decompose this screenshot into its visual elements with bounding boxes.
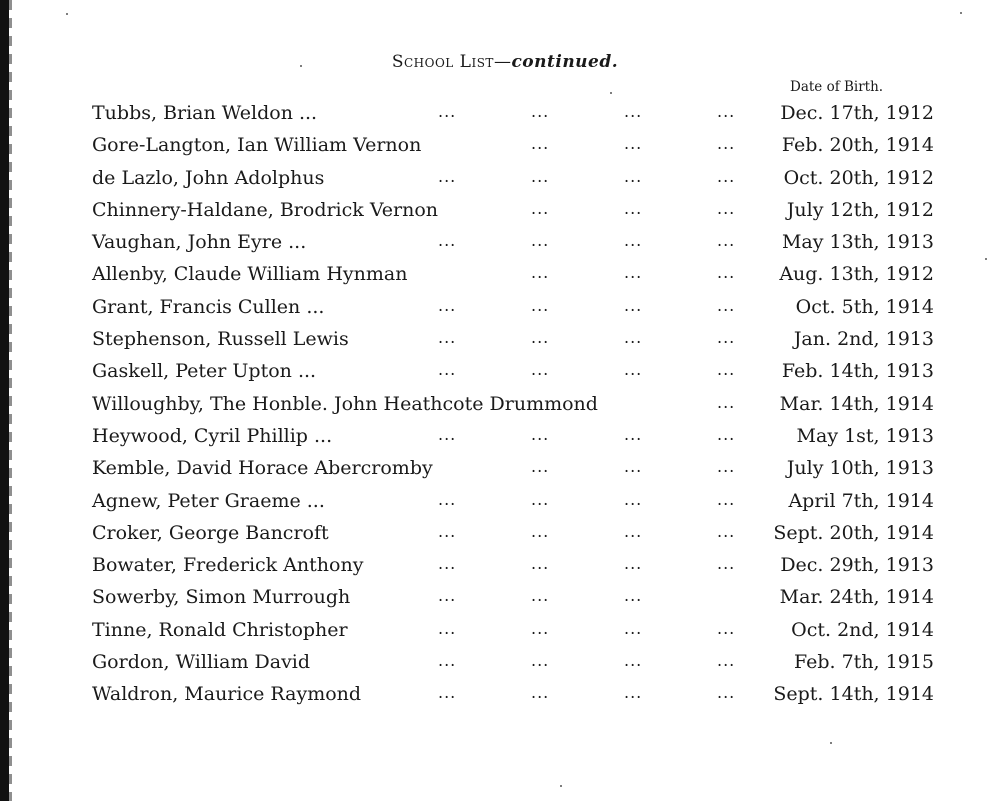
pupil-name: Croker, George Bancroft: [92, 521, 329, 544]
dot-leader: ...: [438, 166, 457, 186]
dot-leader: ...: [717, 554, 736, 574]
dot-leader: ...: [717, 683, 736, 703]
dot-leader: ...: [531, 651, 550, 671]
birth-date: July 12th, 1912: [786, 198, 934, 221]
dot-leader: ...: [531, 102, 550, 121]
birth-date: Mar. 14th, 1914: [779, 392, 934, 415]
dot-leader: ...: [624, 360, 643, 380]
pupil-name: Stephenson, Russell Lewis: [92, 328, 349, 351]
dot-leader: ...: [438, 295, 457, 315]
page-title: [0, 52, 1000, 72]
pupil-name: Tubbs, Brian Weldon ...: [92, 102, 318, 124]
dot-leader: ...: [531, 231, 550, 251]
dot-leader: ...: [624, 231, 643, 251]
dot-leader: ...: [624, 554, 643, 574]
dot-leader: ...: [717, 102, 736, 121]
dot-leader: ...: [438, 102, 457, 121]
dot-leader: ...: [438, 683, 457, 703]
pupil-name: Agnew, Peter Graeme ...: [92, 489, 325, 512]
dot-leader: ...: [624, 134, 643, 154]
pupil-name: Gore-Langton, Ian William Vernon: [92, 134, 422, 157]
dot-leader: ...: [624, 489, 643, 509]
pupil-name: Kemble, David Horace Abercromby: [92, 457, 433, 480]
birth-date: Feb. 20th, 1914: [781, 134, 934, 157]
dot-leader: ...: [717, 166, 736, 186]
dot-leader: ...: [717, 263, 736, 283]
birth-date: Oct. 5th, 1914: [795, 295, 934, 318]
title-continued: continued.: [511, 52, 619, 72]
dot-leader: ...: [531, 489, 550, 509]
dot-leader: ...: [624, 651, 643, 671]
dot-leader: ...: [531, 166, 550, 186]
dot-leader: ...: [624, 328, 643, 348]
birth-date: Sept. 20th, 1914: [773, 521, 934, 544]
list-item: [0, 134, 1000, 166]
dot-leader: ...: [624, 457, 643, 477]
pupil-name: Gaskell, Peter Upton ...: [92, 360, 317, 383]
pupil-name: Grant, Francis Cullen ...: [92, 295, 325, 318]
dot-leader: ...: [531, 134, 550, 154]
list-item: [0, 393, 1000, 425]
dot-leader: ...: [624, 521, 643, 541]
dot-leader: ...: [717, 424, 736, 444]
pupil-name: Willoughby, The Honble. John Heathcote Drummond: [92, 392, 598, 415]
dot-leader: ...: [438, 521, 457, 541]
pupil-name: Bowater, Frederick Anthony: [92, 554, 364, 577]
birth-date: May 1st, 1913: [796, 424, 934, 447]
dot-leader: ...: [624, 683, 643, 703]
dot-leader: ...: [531, 328, 550, 348]
pupil-name: Chinnery-Haldane, Brodrick Vernon: [92, 198, 439, 221]
dot-leader: ...: [438, 231, 457, 251]
dot-leader: ...: [717, 521, 736, 541]
pupil-name: de Lazlo, John Adolphus: [92, 166, 325, 189]
dot-leader: ...: [438, 554, 457, 574]
pupil-name: Sowerby, Simon Murrough: [92, 586, 351, 609]
dot-leader: ...: [717, 198, 736, 218]
birth-date: April 7th, 1914: [788, 489, 934, 512]
dot-leader: ...: [531, 457, 550, 477]
birth-date: Feb. 14th, 1913: [781, 360, 934, 383]
dot-leader: ...: [717, 489, 736, 509]
list-item: [0, 328, 1000, 360]
birth-date: Aug. 13th, 1912: [779, 263, 934, 286]
dot-leader: ...: [438, 618, 457, 638]
list-item: [0, 167, 1000, 199]
date-of-birth-header: Date of Birth.: [790, 79, 884, 95]
list-item: [0, 296, 1000, 328]
list-item: [0, 199, 1000, 231]
list-item: [0, 651, 1000, 683]
birth-date: Oct. 2nd, 1914: [791, 618, 934, 641]
dot-leader: ...: [438, 651, 457, 671]
dot-leader: ...: [624, 102, 643, 121]
dot-leader: ...: [438, 360, 457, 380]
title-main: School List: [391, 52, 494, 72]
dot-leader: ...: [717, 360, 736, 380]
dot-leader: ...: [438, 489, 457, 509]
scan-speck: [610, 92, 612, 94]
birth-date: Mar. 24th, 1914: [779, 586, 934, 609]
dot-leader: ...: [717, 134, 736, 154]
dot-leader: ...: [624, 618, 643, 638]
dot-leader: ...: [531, 360, 550, 380]
list-item: [0, 263, 1000, 295]
dot-leader: ...: [717, 457, 736, 477]
dot-leader: ...: [438, 328, 457, 348]
dot-leader: ...: [624, 295, 643, 315]
scan-speck: [960, 12, 962, 14]
dot-leader: ...: [438, 586, 457, 606]
dot-leader: ...: [531, 586, 550, 606]
birth-date: Feb. 7th, 1915: [793, 651, 934, 674]
dot-leader: ...: [717, 328, 736, 348]
dot-leader: ...: [717, 651, 736, 671]
list-item: [0, 683, 1000, 715]
dot-leader: ...: [717, 231, 736, 251]
pupil-name: Tinne, Ronald Christopher: [92, 618, 348, 641]
dot-leader: ...: [531, 263, 550, 283]
birth-date: Jan. 2nd, 1913: [793, 328, 934, 351]
dot-leader: ...: [717, 392, 736, 412]
list-item: [0, 457, 1000, 489]
dot-leader: ...: [531, 683, 550, 703]
dot-leader: ...: [717, 295, 736, 315]
pupil-name: Allenby, Claude William Hynman: [92, 263, 408, 286]
list-item: [0, 522, 1000, 554]
dot-leader: ...: [531, 198, 550, 218]
list-item: [0, 619, 1000, 651]
list-item: [0, 360, 1000, 392]
birth-date: Oct. 20th, 1912: [783, 166, 934, 189]
dot-leader: ...: [624, 586, 643, 606]
dot-leader: ...: [531, 554, 550, 574]
list-item: [0, 554, 1000, 586]
school-list: [0, 102, 1000, 716]
dot-leader: ...: [624, 198, 643, 218]
scan-speck: [66, 13, 68, 15]
pupil-name: Heywood, Cyril Phillip ...: [92, 424, 333, 447]
birth-date: July 10th, 1913: [786, 457, 934, 480]
birth-date: May 13th, 1913: [781, 231, 934, 254]
dot-leader: ...: [624, 424, 643, 444]
pupil-name: Gordon, William David: [92, 651, 311, 674]
list-item: [0, 102, 1000, 134]
birth-date: Dec. 29th, 1913: [780, 554, 934, 577]
pupil-name: Waldron, Maurice Raymond: [92, 683, 362, 706]
scan-speck: [830, 742, 832, 744]
dot-leader: ...: [624, 166, 643, 186]
title-dash: —: [493, 52, 512, 72]
dot-leader: ...: [717, 618, 736, 638]
dot-leader: ...: [438, 424, 457, 444]
list-item: [0, 490, 1000, 522]
scan-speck: [560, 785, 562, 787]
dot-leader: ...: [531, 521, 550, 541]
list-item: [0, 231, 1000, 263]
birth-date: Dec. 17th, 1912: [780, 102, 934, 124]
dot-leader: ...: [531, 618, 550, 638]
dot-leader: ...: [624, 263, 643, 283]
list-item: [0, 586, 1000, 618]
dot-leader: ...: [531, 295, 550, 315]
dot-leader: ...: [531, 424, 550, 444]
birth-date: Sept. 14th, 1914: [773, 683, 934, 706]
pupil-name: Vaughan, John Eyre ...: [92, 231, 307, 254]
list-item: [0, 425, 1000, 457]
